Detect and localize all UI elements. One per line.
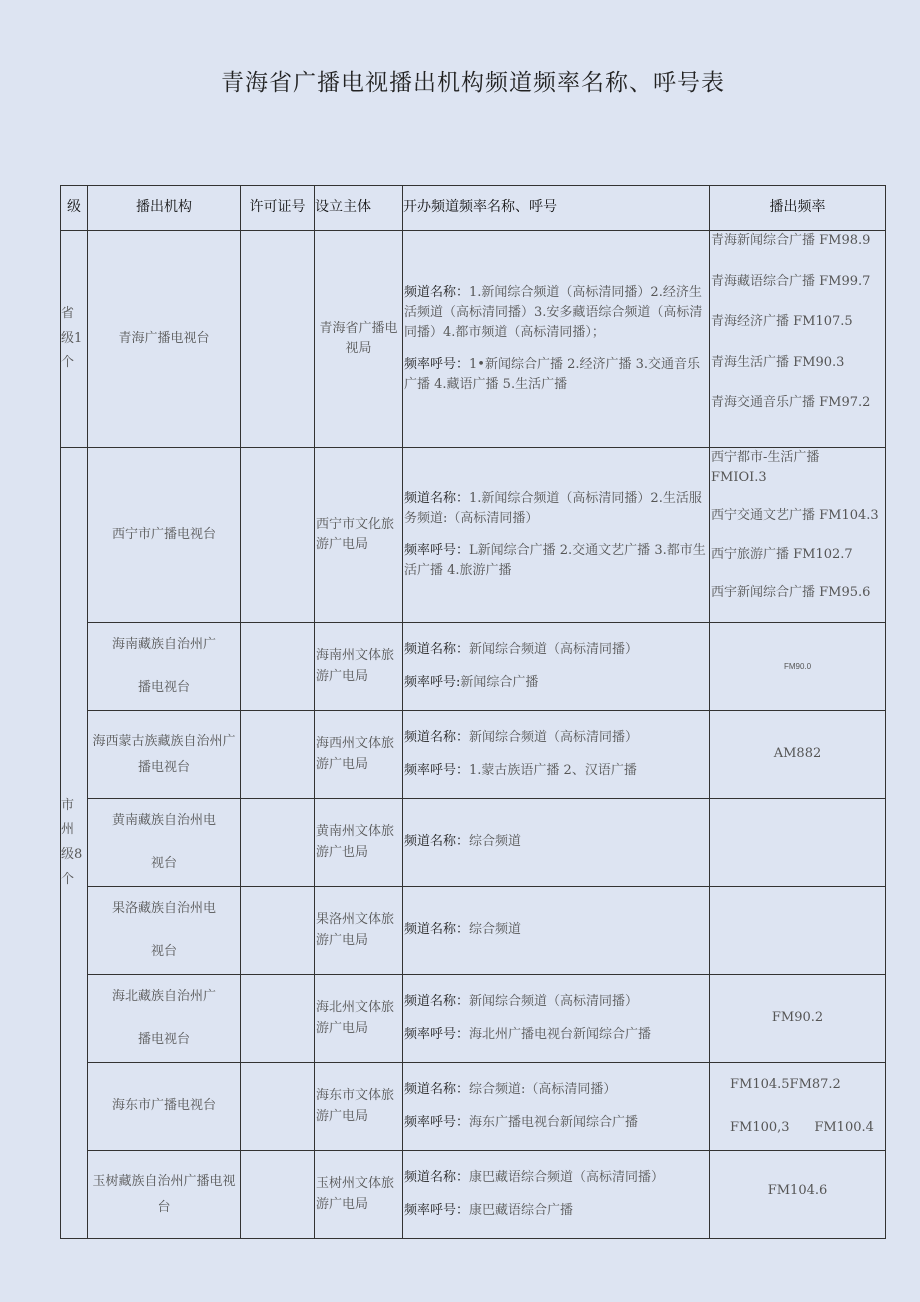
subject-cell: 玉树州文体旅游广电局 [315,1151,403,1239]
frequency-item: 青海交通音乐广播 FM97.2 [711,395,871,410]
license-cell [241,975,315,1063]
license-cell [241,1151,315,1239]
channel-text: 新闻综合频道（高标清同播） [469,994,639,1010]
license-cell [241,711,315,799]
header-license: 许可证号 [241,186,315,231]
callsign-text: 海北州广播电视台新闻综合广播 [469,1026,652,1042]
channel-text: 1.新闻综合频道（高标清同播）2.经济生活频道（高标清同播）3.安多藏语综合频道（高标清同播）4.都市频道（高标清同播）； [404,284,703,340]
channel-label: 频道名称： [404,994,470,1010]
frequency-item: 西宁旅游广播 FM102.7 [711,546,853,562]
subject-cell: 青海省广播电视局 [315,231,403,448]
channel-cell [403,448,710,623]
frequency-item: 青海生活广播 FM90.3 [711,354,845,370]
callsign-text: 1•新闻综合广播 2.经济广播 3.交通音乐广播 4.藏语广播 5.生活广播 [404,357,701,393]
channel-text: 1.新闻综合频道（高标清同播）2.生活服务频道:（高标清同播） [404,490,702,526]
frequency-cell: AM882 [710,711,886,799]
table-row [61,711,886,799]
header-frequency: 播出频率 [710,186,886,231]
subject-cell: 海南州文体旅游广电局 [315,623,403,711]
frequency-cell [710,623,886,711]
channel-label: 频道名称： [404,922,470,938]
channel-label: 频道名称： [404,1082,470,1098]
callsign-text: 康巴藏语综合广播 [469,1202,574,1218]
callsign-label: 频率呼号： [404,1026,470,1042]
level-provincial: 省级1个 [61,231,88,448]
callsign-label: 频率呼号： [404,357,470,373]
table-row [61,799,886,887]
table-header-row [61,186,886,231]
frequency-cell: FM90.2 [710,975,886,1063]
header-subject: 设立主体 [315,186,403,231]
channel-cell [403,231,710,448]
callsign-text: 1.蒙古族语广播 2、汉语广播 [469,762,637,778]
channel-label: 频道名称： [404,1170,470,1186]
org-cell: 海东市广播电视台 [88,1063,241,1151]
frequency-item: 西宁交通文艺广播 FM104.3 [711,508,879,523]
frequency-cell [710,448,886,623]
subject-cell: 海北州文体旅游广电局 [315,975,403,1063]
channel-label: 频道名称： [404,490,470,506]
org-cell: 海北藏族自治州广播电视台 [88,975,241,1063]
org-cell: 海西蒙古族藏族自治州广播电视台 [88,711,241,799]
callsign-text: 新闻综合广播 [460,674,539,690]
frequency-cell [710,799,886,887]
subject-cell: 果洛州文体旅游广电局 [315,887,403,975]
license-cell [241,799,315,887]
frequency-item: 青海新闻综合广播 FM98.9 [711,233,871,248]
frequency-cell: FM104.6 [710,1151,886,1239]
channel-cell [403,711,710,799]
frequency-value: FM90.0 [783,662,812,672]
channel-cell [403,975,710,1063]
frequency-item: 西宇新闻综合广播 FM95.6 [711,585,871,600]
table-row [61,1063,886,1151]
frequency-item: 青海经济广播 FM107.5 [711,314,853,329]
header-org: 播出机构 [88,186,241,231]
license-cell [241,887,315,975]
org-cell: 西宁市广播电视台 [88,448,241,623]
table-row [61,975,886,1063]
table-row [61,623,886,711]
header-level: 级 [61,186,88,231]
subject-cell: 海东市文体旅游广电局 [315,1063,403,1151]
level-city: 市州级8个 [61,448,88,1239]
channel-cell [403,1063,710,1151]
callsign-label: 频率呼号： [404,1202,470,1218]
license-cell [241,448,315,623]
channel-text: 综合频道:（高标清同播） [469,1082,617,1098]
frequency-item: 西宁都市-生活广播 FMIOI.3 [711,450,820,485]
frequency-cell [710,231,886,448]
header-channel: 开办频道频率名称、呼号 [403,186,710,231]
channel-cell [403,623,710,711]
channel-text: 新闻综合频道（高标清同播） [469,642,639,658]
license-cell [241,623,315,711]
table-row [61,1151,886,1239]
channel-cell [403,1151,710,1239]
table-row [61,448,886,623]
table-row [61,887,886,975]
channel-text: 康巴藏语综合频道（高标清同播） [469,1170,665,1186]
channel-label: 频道名称： [404,642,470,658]
org-cell: 青海广播电视台 [88,231,241,448]
subject-cell: 黄南州文体旅游广也局 [315,799,403,887]
org-cell: 果洛藏族自治州电视台 [88,887,241,975]
frequency-item: FM104.5FM87.2 [730,1077,841,1093]
channel-text: 新闻综合频道（高标清同播） [469,730,639,746]
org-cell: 玉树藏族自治州广播电视台 [88,1151,241,1239]
org-cell: 黄南藏族自治州电视台 [88,799,241,887]
callsign-label: 频率呼号： [404,543,470,558]
frequency-cell [710,1063,886,1151]
broadcast-table [60,185,886,1239]
callsign-text: 海东广播电视台新闻综合广播 [469,1114,639,1130]
table-row [61,231,886,448]
channel-label: 频道名称： [404,284,470,300]
callsign-label: 频率呼号: [404,674,461,690]
subject-cell: 西宁市文化旅游广电局 [315,448,403,623]
channel-text: 综合频道 [469,922,522,938]
callsign-label: 频率呼号： [404,1114,470,1130]
org-cell: 海南藏族自治州广播电视台 [88,623,241,711]
channel-label: 频道名称： [404,834,470,850]
callsign-text: L新闻综合广播 2.交通文艺广播 3.都市生活广播 4.旅游广播 [404,543,706,579]
frequency-cell [710,887,886,975]
callsign-label: 频率呼号： [404,762,470,778]
license-cell [241,231,315,448]
channel-cell [403,799,710,887]
channel-label: 频道名称： [404,730,470,746]
frequency-item: 青海藏语综合广播 FM99.7 [711,273,871,289]
license-cell [241,1063,315,1151]
page-title: 青海省广播电视播出机构频道频率名称、呼号表 [221,70,725,96]
channel-text: 综合频道 [469,834,522,850]
subject-cell: 海西州文体旅游广电局 [315,711,403,799]
channel-cell [403,887,710,975]
frequency-item: FM100,3 FM100.4 [730,1119,874,1135]
